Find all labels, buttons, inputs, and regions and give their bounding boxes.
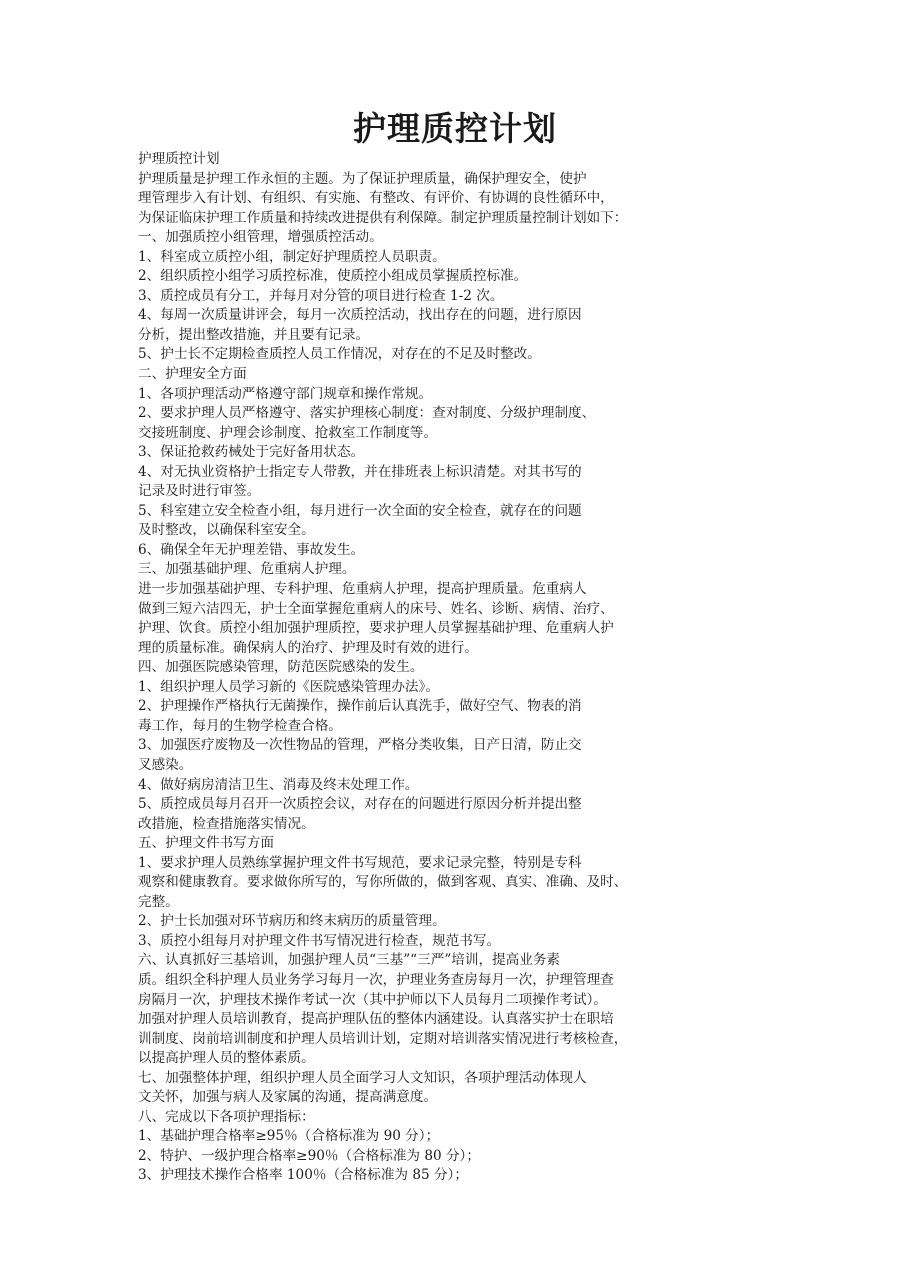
text-line: 观察和健康教育。要求做你所写的，写你所做的，做到客观、真实、准确、及时、: [138, 874, 628, 891]
text-line: 六、认真抓好三基培训，加强护理人员“三基”“三严”培训，提高业务素: [138, 952, 561, 969]
text-line: 质。组织全科护理人员业务学习每月一次，护理业务查房每月一次，护理管理查: [138, 971, 614, 988]
text-line: 3、质控小组每月对护理文件书写情况进行检查，规范书写。: [138, 932, 501, 949]
text-line: 2、护士长加强对环节病历和终末病历的质量管理。: [138, 913, 446, 930]
text-line: 3、加强医疗废物及一次性物品的管理，严格分类收集，日产日清，防止交: [138, 737, 582, 754]
text-line: 五、护理文件书写方面: [138, 835, 274, 852]
text-line: 二、护理安全方面: [138, 366, 247, 383]
text-line: 七、加强整体护理，组织护理人员全面学习人文知识，各项护理活动体现人: [138, 1069, 587, 1086]
text-line: 以提高护理人员的整体素质。: [138, 1050, 315, 1067]
text-line: 1、各项护理活动严格遵守部门规章和操作常规。: [138, 385, 433, 402]
text-line: 5、质控成员每月召开一次质控会议，对存在的问题进行原因分析并提出整: [138, 796, 582, 813]
text-line: 一、加强质控小组管理，增强质控活动。: [138, 229, 383, 246]
text-line: 三、加强基础护理、危重病人护理。: [138, 561, 356, 578]
text-line: 护理质控计划: [138, 151, 220, 167]
text-line: 及时整改，以确保科室安全。: [138, 522, 315, 539]
text-line: 3、质控成员有分工，并每月对分管的项目进行检查 1-2 次。: [138, 287, 504, 304]
text-line: 2、特护、一级护理合格率≥90％（合格标准为 80 分）；: [138, 1147, 480, 1164]
text-line: 完整。: [138, 893, 179, 910]
text-line: 3、护理技术操作合格率 100％（合格标准为 85 分）；: [138, 1167, 468, 1184]
text-line: 四、加强医院感染管理，防范医院感染的发生。: [138, 659, 424, 676]
text-line: 训制度、岗前培训制度和护理人员培训计划，定期对培训落实情况进行考核检查，: [138, 1030, 628, 1047]
text-line: 护理、饮食。质控小组加强护理质控，要求护理人员掌握基础护理、危重病人护: [138, 620, 614, 637]
text-line: 理的质量标准。确保病人的治疗、护理及时有效的进行。: [138, 639, 478, 656]
text-line: 做到三短六洁四无，护士全面掌握危重病人的床号、姓名、诊断、病情、治疗、: [138, 600, 614, 617]
text-line: 护理质量是护理工作永恒的主题。为了保证护理质量，确保护理安全，使护: [138, 170, 587, 187]
document-body: [138, 150, 778, 1186]
text-line: 理管理步入有计划、有组织、有实施、有整改、有评价、有协调的良性循环中，: [138, 190, 614, 207]
text-line: 1、组织护理人员学习新的《医院感染管理办法》。: [138, 678, 439, 695]
text-line: 改措施，检查措施落实情况。: [138, 815, 315, 832]
document-title: 护理质控计划: [353, 109, 557, 148]
text-line: 4、做好病房清洁卫生、消毒及终末处理工作。: [138, 776, 419, 793]
text-line: 1、科室成立质控小组，制定好护理质控人员职责。: [138, 248, 446, 265]
text-line: 5、科室建立安全检查小组，每月进行一次全面的安全检查，就存在的问题: [138, 502, 582, 519]
text-line: 1、要求护理人员熟练掌握护理文件书写规范，要求记录完整，特别是专科: [138, 854, 582, 871]
text-line: 1、基础护理合格率≥95％（合格标准为 90 分）；: [138, 1128, 440, 1145]
text-line: 6、确保全年无护理差错、事故发生。: [138, 541, 365, 558]
text-line: 叉感染。: [138, 756, 193, 773]
text-line: 进一步加强基础护理、专科护理、危重病人护理，提高护理质量。危重病人: [138, 581, 587, 598]
text-line: 记录及时进行审签。: [138, 483, 261, 500]
text-line: 文关怀，加强与病人及家属的沟通，提高满意度。: [138, 1089, 438, 1106]
text-line: 3、保证抢救药械处于完好备用状态。: [138, 444, 365, 461]
text-line: 5、护士长不定期检查质控人员工作情况，对存在的不足及时整改。: [138, 346, 541, 363]
text-line: 2、要求护理人员严格遵守、落实护理核心制度：查对制度、分级护理制度、: [138, 405, 596, 422]
text-line: 八、完成以下各项护理指标：: [138, 1108, 315, 1125]
text-line: 为保证临床护理工作质量和持续改进提供有利保障。制定护理质量控制计划如下：: [138, 209, 628, 226]
text-line: 2、护理操作严格执行无菌操作，操作前后认真洗手，做好空气、物表的消: [138, 698, 582, 715]
text-line: 分析，提出整改措施，并且要有记录。: [138, 326, 370, 343]
text-line: 房隔月一次，护理技术操作考试一次（其中护师以下人员每月二项操作考试）。: [138, 991, 607, 1008]
text-line: 2、组织质控小组学习质控标准，使质控小组成员掌握质控标准。: [138, 268, 528, 285]
text-line: 4、对无执业资格护士指定专人带教，并在排班表上标识清楚。对其书写的: [138, 463, 582, 480]
text-line: 加强对护理人员培训教育，提高护理队伍的整体内涵建设。认真落实护士在职培: [138, 1011, 614, 1028]
text-line: 交接班制度、护理会诊制度、抢救室工作制度等。: [138, 424, 438, 441]
text-line: 4、每周一次质量讲评会，每月一次质控活动，找出存在的问题，进行原因: [138, 307, 582, 324]
text-line: 毒工作，每月的生物学检查合格。: [138, 717, 342, 734]
